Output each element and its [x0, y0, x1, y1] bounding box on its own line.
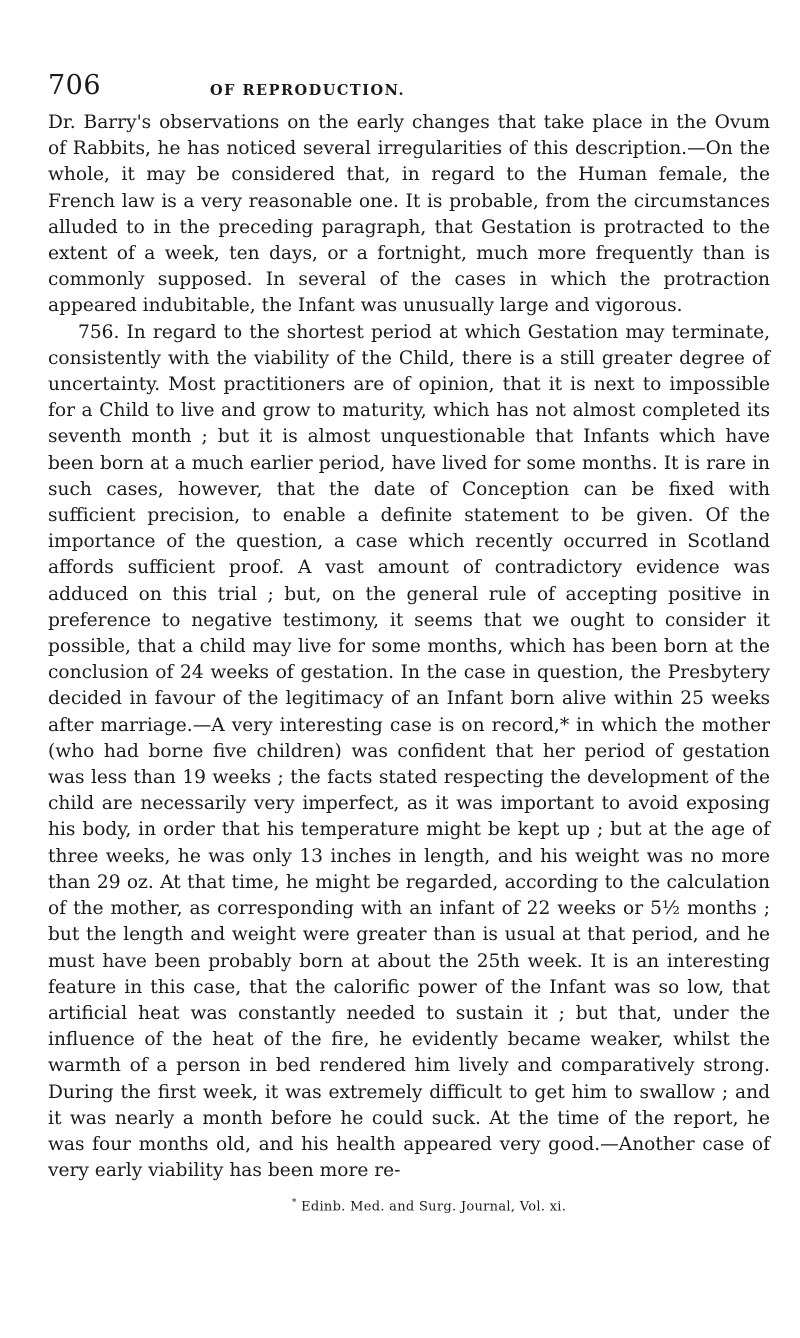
page	[48, 70, 770, 1215]
paragraph-756: 756. In regard to the shortest period at which Gestation may terminate, consistently with the viability of the Child, there is a still greater degree of uncertainty. Most practitioners are of opinion, that it is next to impossible for a Child to live and grow to maturity, which has not almost completed its seventh month ; but it is almost unquestionable that Infants which have been born at a much earlier period, have lived for some months. It is rare in such cases, however, that the date of Conception can be fixed with sufficient precision, to enable a definite statement to be given. Of the importance of the question, a case which recently occurred in Scotland affords sufficient proof. A vast amount of contradictory evidence was adduced on this trial ; but, on the general rule of accepting positive in preference to negative testimony, it seems that we ought to consider it possible, that a child may live for some months, which has been born at the conclusion of 24 weeks of gestation. In the case in question, the Presbytery decided in favour of the legitimacy of an Infant born alive within 25 weeks after marriage.—A very interesting case is on record,* in which the mother (who had borne five children) was confident that her period of gestation was less than 19 weeks ; the facts stated respecting the development of the child are necessarily very imperfect, as it was important to avoid exposing his body, in order that his temperature might be kept up ; but at the age of three weeks, he was only 13 inches in length, and his weight was no more than 29 oz. At that time, he might be regarded, according to the calculation of the mother, as corresponding with an infant of 22 weeks or 5½ months ; but the length and weight were greater than is usual at that period, and he must have been probably born at about the 25th week. It is an interesting feature in this case, that the calorific power of the Infant was so low, that artificial heat was constantly needed to sustain it ; but that, under the influence of the heat of the fire, he evidently became weaker, whilst the warmth of a person in bed rendered him lively and comparatively strong. During the first week, it was extremely difficult to get him to swallow ; and it was nearly a month before he could suck. At the time of the report, he was four months old, and his health appeared very good.—Another case of very early viability has been more re-	[48, 321, 770, 1182]
footnote	[48, 1198, 770, 1214]
footnote-text: Edinb. Med. and Surg. Journal, Vol. xi.	[301, 1199, 567, 1215]
page-number: 706	[48, 70, 102, 101]
running-head	[48, 70, 770, 110]
running-title: OF REPRODUCTION.	[210, 82, 405, 99]
body-text	[48, 110, 770, 1184]
footnote-marker: *	[291, 1198, 297, 1209]
paragraph-continuation: Dr. Barry's observations on the early changes that take place in the Ovum of Rabbits, he has noticed several irregularities of this description.—On the whole, it may be considered that, in regard to the Human female, the French law is a very reasonable one. It is probable, from the circumstances alluded to in the preceding paragraph, that Gestation is protracted to the extent of a week, ten days, or a fortnight, much more frequently than is commonly supposed. In several of the cases in which the protraction appeared indubitable, the Infant was unusually large and vigorous.	[48, 112, 770, 317]
